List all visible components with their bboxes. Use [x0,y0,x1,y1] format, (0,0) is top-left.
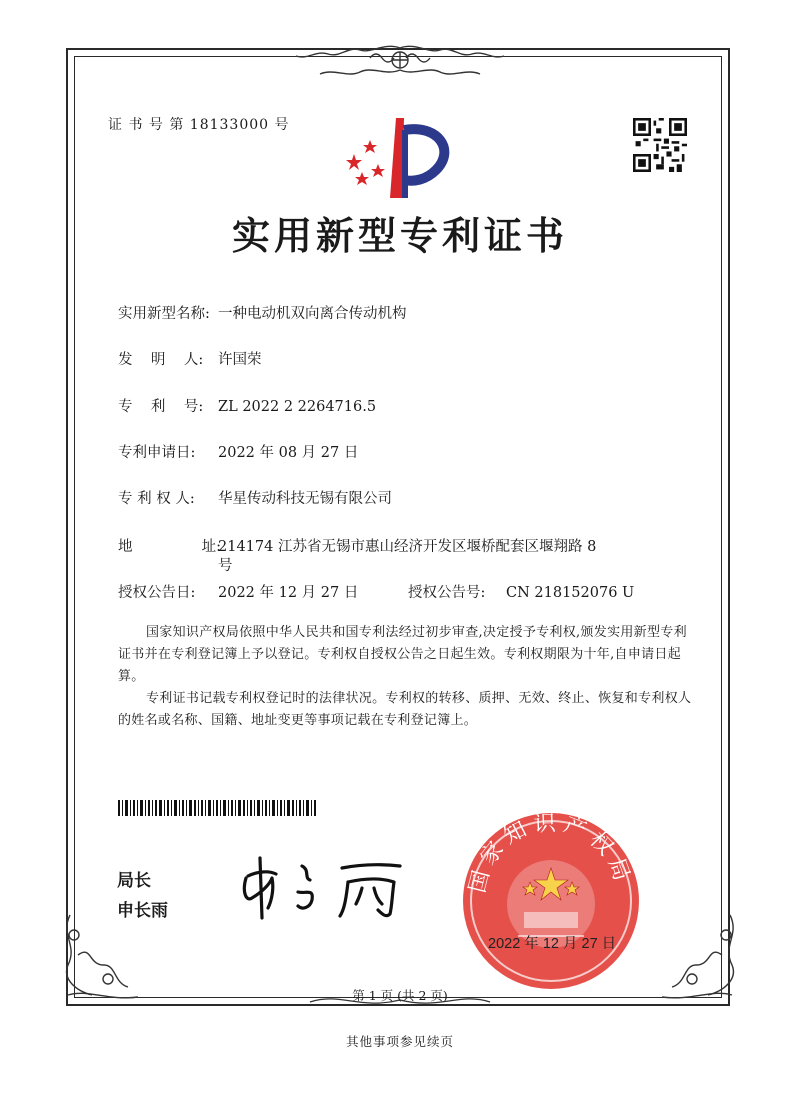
field-row-grant [0,583,800,605]
field-label-grant-number: 授权公告号: [408,585,486,601]
official-seal-icon [458,808,644,994]
field-value-address-line2: 号 [218,558,233,574]
field-label-holder: 专 利 权 人: [118,491,195,507]
field-row-name [0,304,800,326]
top-ornament-icon [290,40,510,84]
field-value-grant-number: CN 218152076 U [506,585,635,601]
field-row-holder [0,489,800,511]
signatory-title: 局长 [117,871,151,891]
page-number: 第 1 页 (共 2 页) [352,988,448,1003]
field-value-name: 一种电动机双向离合传动机构 [218,306,407,322]
footer-note: 其他事项参见续页 [345,1034,454,1049]
field-row-filing-date [0,443,800,465]
field-value-inventor: 许国荣 [218,352,262,368]
field-value-grant-date: 2022 年 12 月 27 日 [218,585,359,601]
field-value-address-line1: 214174 江苏省无锡市惠山经济开发区堰桥配套区堰翔路 8 [218,539,597,555]
field-row-inventor [0,350,800,372]
seal-date: 2022 年 12 月 27 日 [488,936,617,952]
statement-paragraph-1: 国家知识产权局依照中华人民共和国专利法经过初步审查,决定授予专利权,颁发实用新型专利证书并在专利登记簿上予以登记。专利权自授权公告之日起生效。专利权期限为十年,自申请日起算。 [118,625,687,684]
statement-paragraph-2: 专利证书记载专利权登记时的法律状况。专利权的转移、质押、无效、终止、恢复和专利权人的姓名或名称、国籍、地址变更等事项记载在专利登记簿上。 [118,691,692,728]
field-label-filing-date: 专利申请日: [118,445,196,461]
field-label-address: 地 址: [118,539,222,555]
field-row-address [0,537,800,581]
field-label-patent-number: 专 利 号: [118,399,204,415]
field-value-patent-number: ZL 2022 2 2264716.5 [218,399,377,415]
field-value-holder: 华星传动科技无锡有限公司 [218,491,392,507]
handwritten-signature-icon [232,848,422,924]
field-label-inventor: 发 明 人: [118,352,204,368]
cnipa-logo-icon [340,110,460,202]
field-value-filing-date: 2022 年 08 月 27 日 [218,445,359,461]
certificate-number: 证 书 号 第 18133000 号 [108,117,290,133]
field-label-name: 实用新型名称: [118,306,210,322]
certificate-title: 实用新型专利证书 [231,214,568,258]
qr-code-icon [633,118,687,172]
signatory-name: 申长雨 [117,901,168,921]
barcode-icon [118,800,316,816]
field-row-patent-number [0,397,800,419]
field-label-grant-date: 授权公告日: [118,585,196,601]
seal-text: 国家知识产权局 [465,811,636,896]
